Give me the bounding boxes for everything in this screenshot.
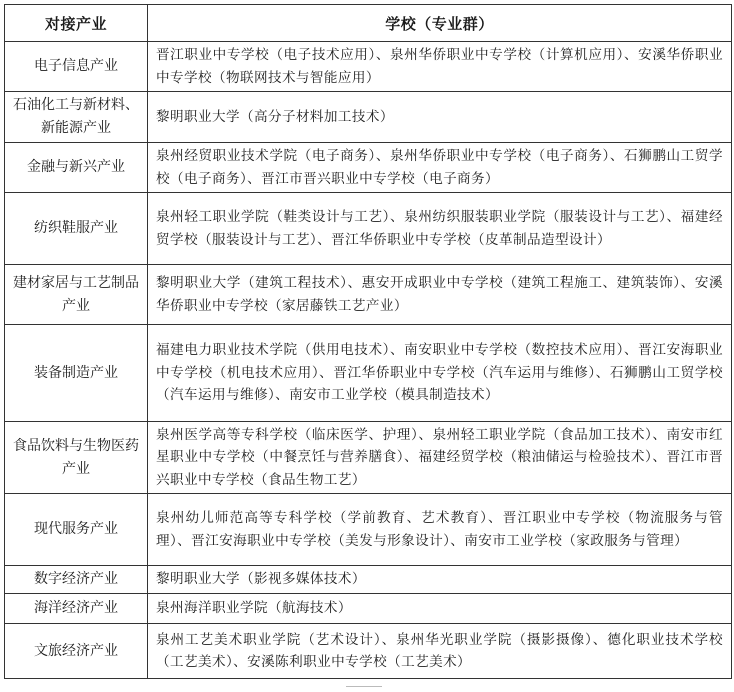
table-row: [5, 566, 732, 594]
schools-cell: 黎明职业大学（影视多媒体技术）: [148, 566, 732, 594]
table-row: [5, 494, 732, 566]
industry-cell: 文旅经济产业: [5, 624, 148, 679]
industry-cell: 建材家居与工艺制品产业: [5, 265, 148, 325]
schools-cell: 晋江职业中专学校（电子技术应用）、泉州华侨职业中专学校（计算机应用）、安溪华侨职业中专学校（物联网技术与智能应用）: [148, 42, 732, 92]
header-schools: 学校（专业群）: [148, 5, 732, 42]
table-row: [5, 422, 732, 494]
table-row: [5, 624, 732, 679]
industry-cell: 纺织鞋服产业: [5, 193, 148, 265]
industry-cell: 石油化工与新材料、新能源产业: [5, 92, 148, 143]
schools-cell: 泉州轻工职业学院（鞋类设计与工艺）、泉州纺织服装职业学院（服装设计与工艺）、福建经贸学校（服装设计与工艺）、晋江华侨职业中专学校（皮革制品造型设计）: [148, 193, 732, 265]
schools-cell: 泉州工艺美术职业学院（艺术设计）、泉州华光职业学院（摄影摄像）、德化职业技术学校（工艺美术）、安溪陈利职业中专学校（工艺美术）: [148, 624, 732, 679]
industry-school-table-container: [4, 4, 731, 679]
industry-cell: 食品饮料与生物医药产业: [5, 422, 148, 494]
industry-cell: 海洋经济产业: [5, 594, 148, 624]
industry-cell: 电子信息产业: [5, 42, 148, 92]
bottom-edge-mark: [346, 686, 382, 689]
table-row: [5, 92, 732, 143]
table-row: [5, 265, 732, 325]
table-row: [5, 594, 732, 624]
industry-cell: 装备制造产业: [5, 325, 148, 422]
table-header-row: [5, 5, 732, 42]
schools-cell: 泉州海洋职业学院（航海技术）: [148, 594, 732, 624]
table-row: [5, 325, 732, 422]
table-row: [5, 42, 732, 92]
schools-cell: 泉州幼儿师范高等专科学校（学前教育、艺术教育）、晋江职业中专学校（物流服务与管理）、晋江安海职业中专学校（美发与形象设计）、南安市工业学校（家政服务与管理）: [148, 494, 732, 566]
industry-school-table: [4, 4, 732, 679]
schools-cell: 泉州经贸职业技术学院（电子商务）、泉州华侨职业中专学校（电子商务）、石狮鹏山工贸学校（电子商务）、晋江市晋兴职业中专学校（电子商务）: [148, 143, 732, 193]
industry-cell: 现代服务产业: [5, 494, 148, 566]
schools-cell: 泉州医学高等专科学校（临床医学、护理）、泉州轻工职业学院（食品加工技术）、南安市红星职业中专学校（中餐烹饪与营养膳食）、福建经贸学校（粮油储运与检验技术）、晋江市晋兴职业中专学校（食品生物工艺）: [148, 422, 732, 494]
industry-cell: 金融与新兴产业: [5, 143, 148, 193]
table-row: [5, 193, 732, 265]
table-row: [5, 143, 732, 193]
schools-cell: 黎明职业大学（建筑工程技术）、惠安开成职业中专学校（建筑工程施工、建筑装饰）、安溪华侨职业中专学校（家居藤铁工艺产业）: [148, 265, 732, 325]
schools-cell: 黎明职业大学（高分子材料加工技术）: [148, 92, 732, 143]
industry-cell: 数字经济产业: [5, 566, 148, 594]
schools-cell: 福建电力职业技术学院（供用电技术）、南安职业中专学校（数控技术应用）、晋江安海职业中专学校（机电技术应用）、晋江华侨职业中专学校（汽车运用与维修）、石狮鹏山工贸学校（汽车运用与维修）、南安市工业学校（模具制造技术）: [148, 325, 732, 422]
header-industry: 对接产业: [5, 5, 148, 42]
